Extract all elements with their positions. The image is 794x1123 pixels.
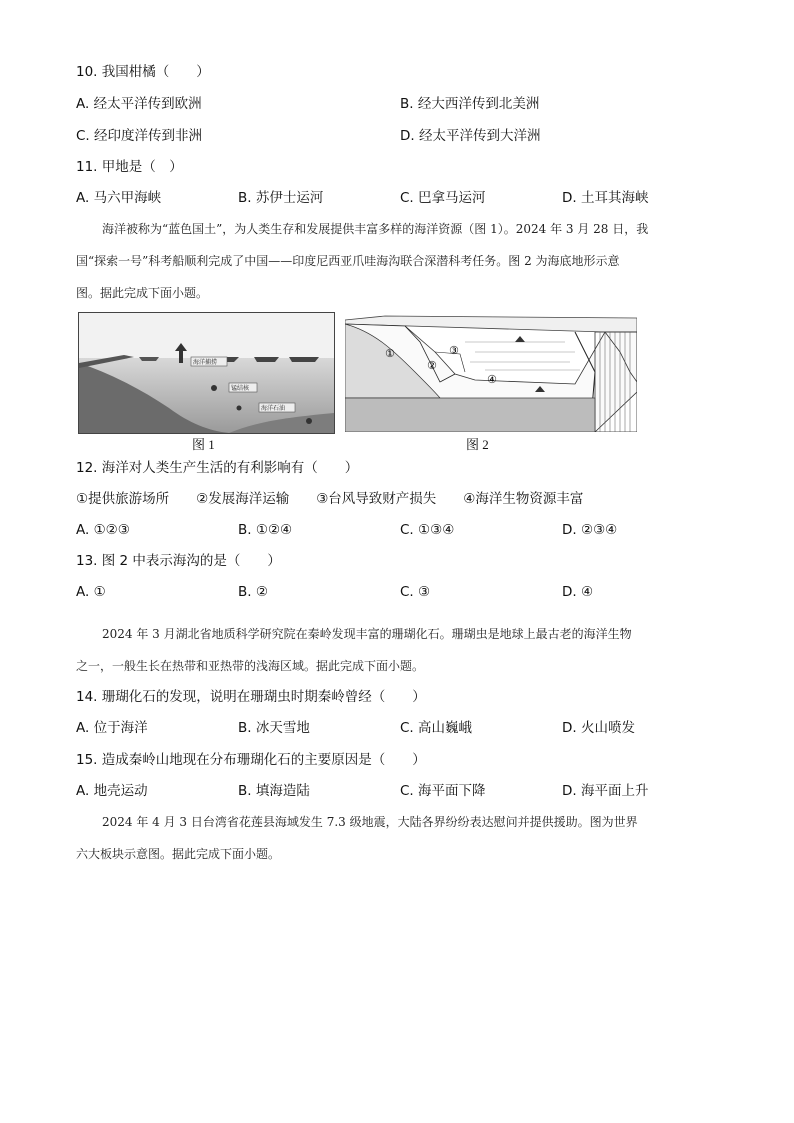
fig2-label-4: ④ (487, 373, 497, 386)
q14-option-c[interactable]: C. 高山巍峨 (400, 720, 473, 736)
q10-option-d[interactable]: D. 经太平洋传到大洋洲 (400, 128, 541, 144)
fig2-label-3: ③ (449, 344, 459, 357)
question-10-stem: 10. 我国柑橘（ ） (76, 64, 210, 80)
passage-1-line-3: 图。据此完成下面小题。 (76, 286, 209, 300)
fig1-label-nodule: 锰结核 (231, 385, 250, 392)
fig1-label-oil: 海洋石油 (261, 405, 286, 412)
passage-1-line-2: 国“探索一号”科考船顺利完成了中国——印度尼西亚爪哇海沟联合深潜科考任务。图 2 为海底地形示意 (76, 254, 620, 268)
q10-option-c[interactable]: C. 经印度洋传到非洲 (76, 128, 203, 144)
q11-option-d[interactable]: D. 土耳其海峡 (562, 190, 649, 206)
question-13-stem: 13. 图 2 中表示海沟的是（ ） (76, 553, 281, 569)
passage-3-line-1: 2024 年 4 月 3 日台湾省花莲县海域发生 7.3 级地震，大陆各界纷纷表达慰问并提供援助。图为世界 (102, 815, 638, 829)
q13-option-d[interactable]: D. ④ (562, 584, 594, 600)
q11-option-c[interactable]: C. 巴拿马运河 (400, 190, 486, 206)
question-12-stem: 12. 海洋对人类生产生活的有利影响有（ ） (76, 460, 359, 476)
q14-option-a[interactable]: A. 位于海洋 (76, 720, 148, 736)
figure-1-caption: 图 1 (192, 437, 215, 452)
q10-option-a[interactable]: A. 经太平洋传到欧洲 (76, 96, 202, 112)
ocean-resources-illustration (79, 313, 334, 433)
q11-option-a[interactable]: A. 马六甲海峡 (76, 190, 162, 206)
q10-option-b[interactable]: B. 经大西洋传到北美洲 (400, 96, 540, 112)
figure-2-caption: 图 2 (466, 437, 489, 452)
figure-2-seafloor-topography (345, 312, 637, 432)
q14-option-b[interactable]: B. 冰天雪地 (238, 720, 310, 736)
question-14-stem: 14. 珊瑚化石的发现，说明在珊瑚虫时期秦岭曾经（ ） (76, 689, 426, 705)
question-12-items: ①提供旅游场所 ②发展海洋运输 ③台风导致财产损失 ④海洋生物资源丰富 (76, 491, 584, 507)
q13-option-a[interactable]: A. ① (76, 584, 106, 600)
q11-option-b[interactable]: B. 苏伊士运河 (238, 190, 324, 206)
q14-option-d[interactable]: D. 火山喷发 (562, 720, 635, 736)
q12-option-d[interactable]: D. ②③④ (562, 522, 618, 538)
q12-option-c[interactable]: C. ①③④ (400, 522, 455, 538)
fig1-label-fishing: 海洋捕捞 (193, 359, 218, 366)
q12-option-b[interactable]: B. ①②④ (238, 522, 293, 538)
fig2-label-2: ② (427, 359, 437, 372)
q15-option-a[interactable]: A. 地壳运动 (76, 783, 148, 799)
seafloor-block-diagram (345, 312, 637, 432)
passage-2-line-2: 之一，一般生长在热带和亚热带的浅海区域。据此完成下面小题。 (76, 659, 425, 673)
q12-option-a[interactable]: A. ①②③ (76, 522, 130, 538)
q15-option-c[interactable]: C. 海平面下降 (400, 783, 486, 799)
passage-2-line-1: 2024 年 3 月湖北省地质科学研究院在秦岭发现丰富的珊瑚化石。珊瑚虫是地球上最古老的海洋生物 (102, 627, 632, 641)
passage-1-line-1: 海洋被称为“蓝色国土”，为人类生存和发展提供丰富多样的海洋资源（图 1）。2024 年 3 月 28 日，我 (102, 222, 649, 236)
question-15-stem: 15. 造成秦岭山地现在分布珊瑚化石的主要原因是（ ） (76, 752, 426, 768)
q13-option-c[interactable]: C. ③ (400, 584, 431, 600)
fig2-label-1: ① (385, 347, 395, 360)
passage-3-line-2: 六大板块示意图。据此完成下面小题。 (76, 847, 281, 861)
q15-option-b[interactable]: B. 填海造陆 (238, 783, 310, 799)
figure-1-ocean-resources (78, 312, 335, 434)
q13-option-b[interactable]: B. ② (238, 584, 268, 600)
question-11-stem: 11. 甲地是（ ） (76, 159, 183, 175)
q15-option-d[interactable]: D. 海平面上升 (562, 783, 649, 799)
